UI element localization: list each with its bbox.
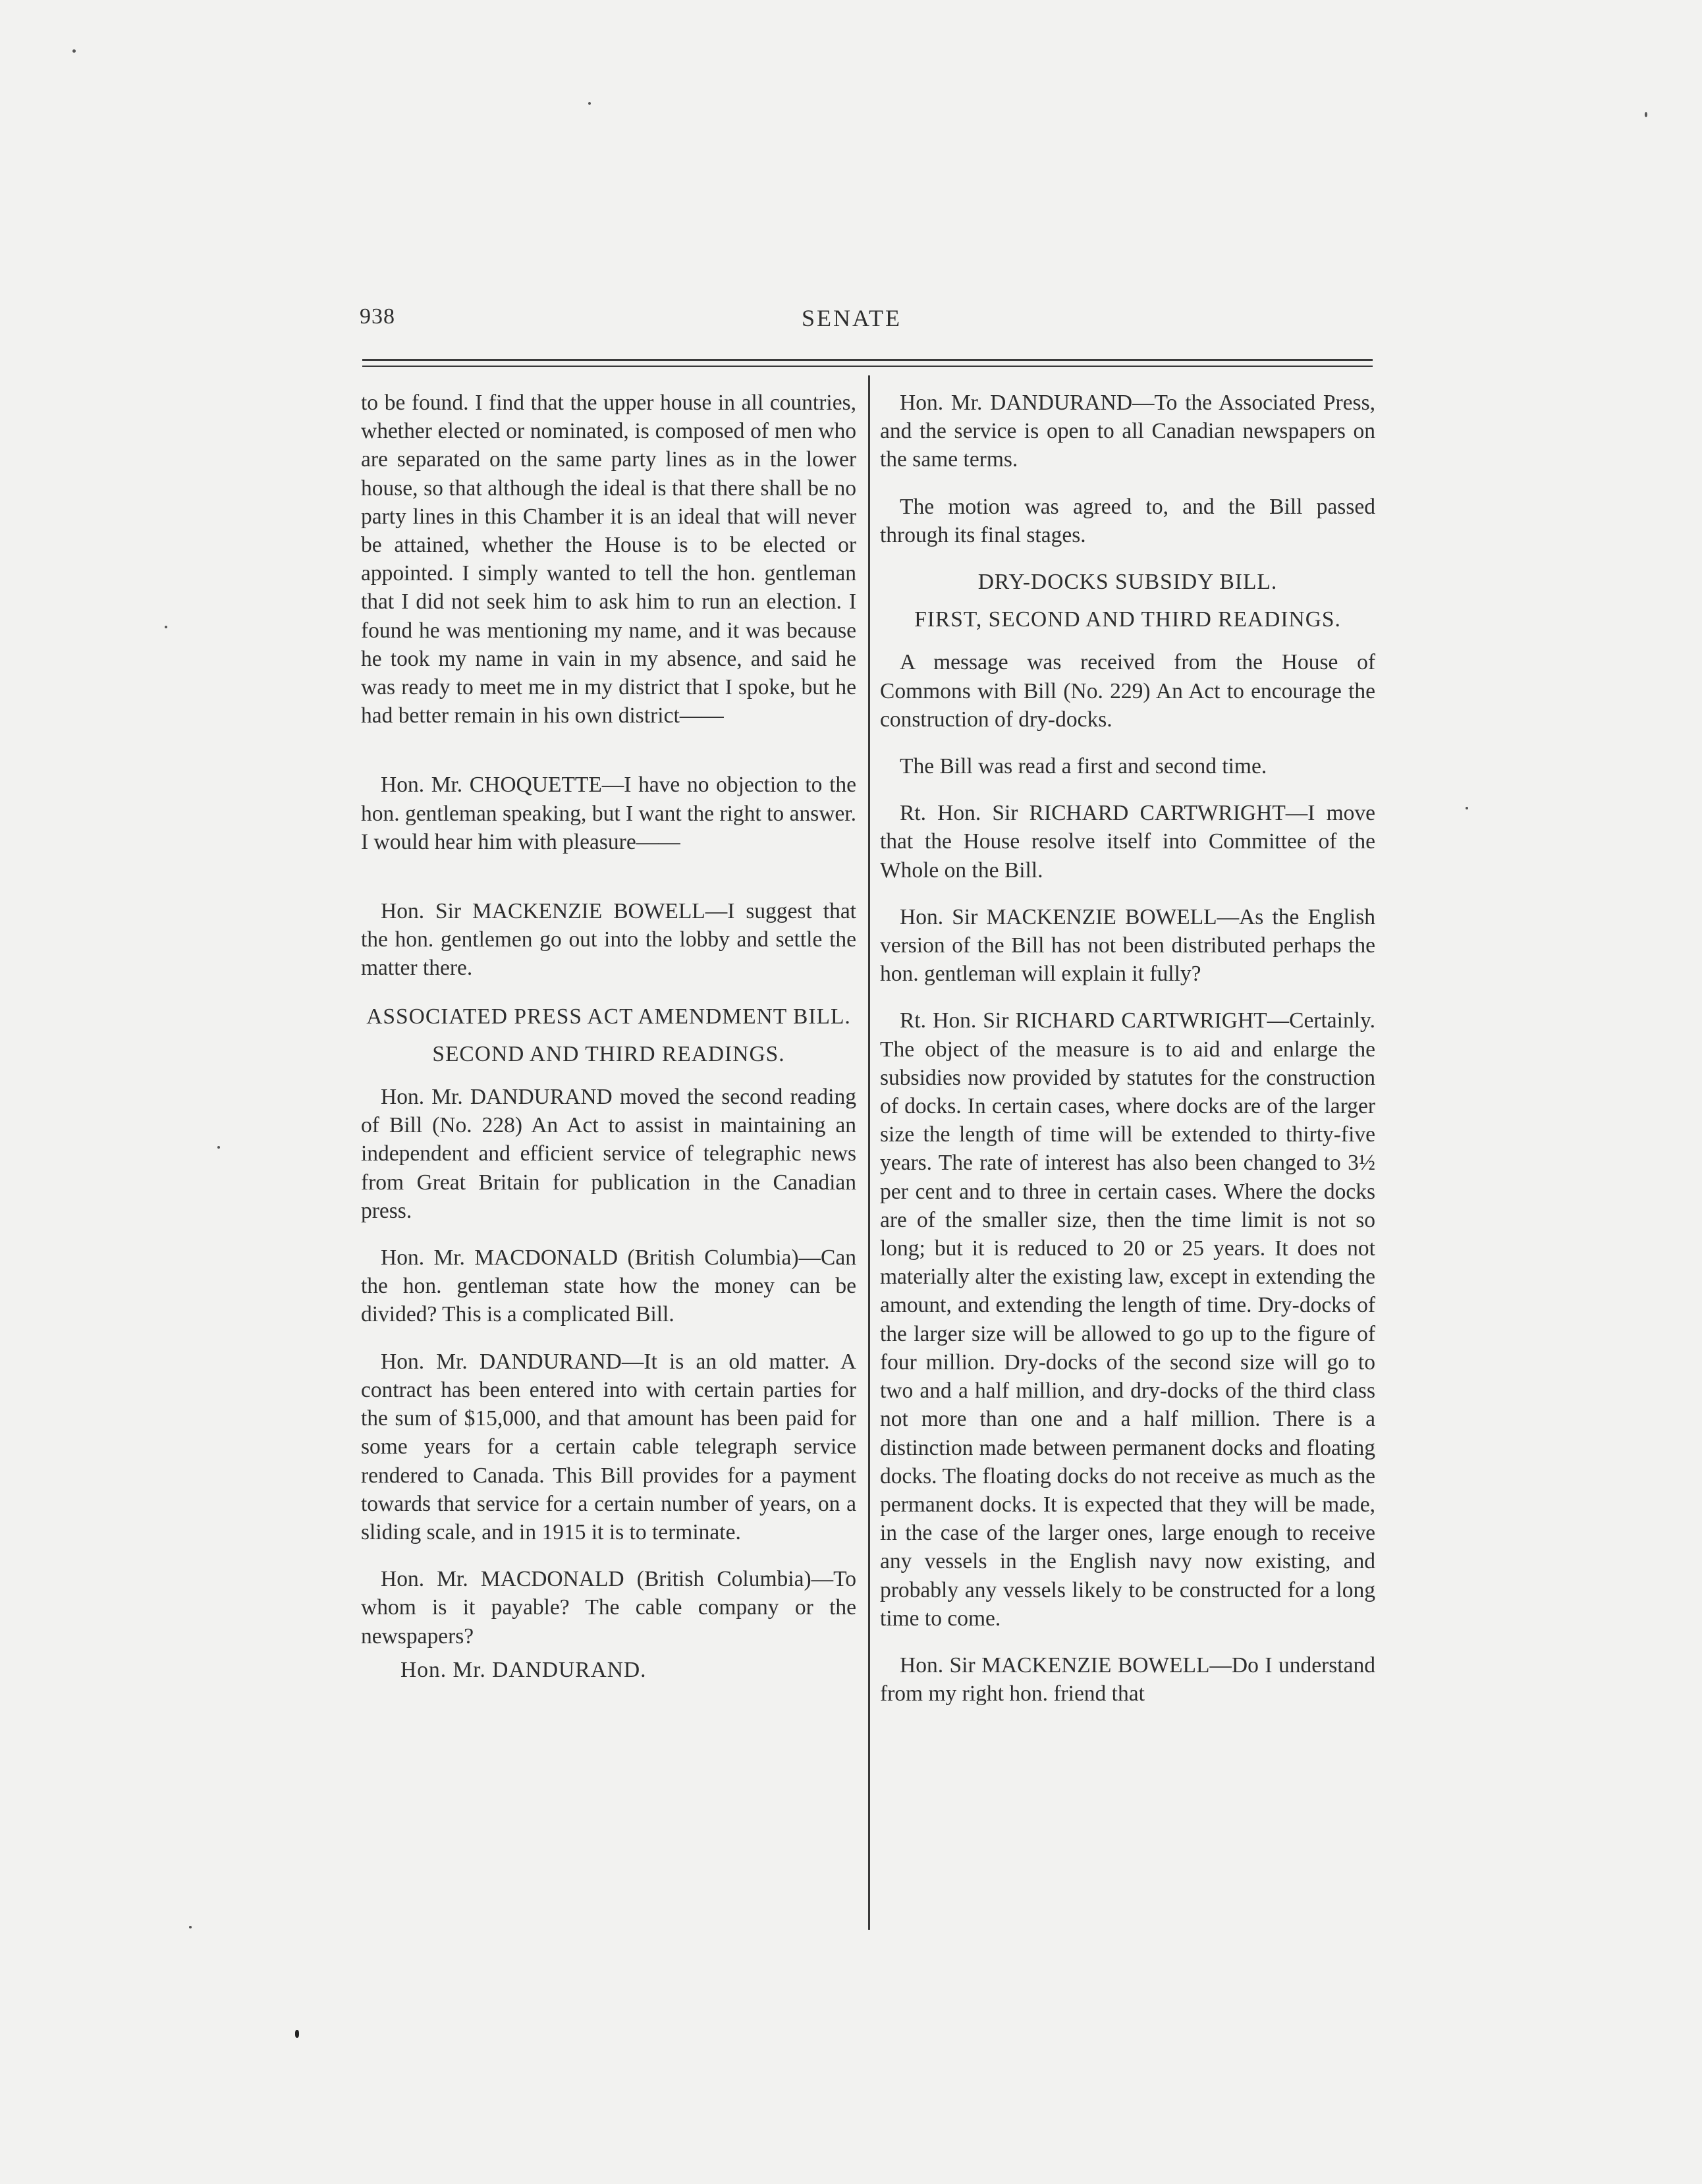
scan-speck: [588, 102, 591, 105]
scan-speck: [72, 49, 76, 53]
paragraph: Hon. Mr. MACDONALD (British Columbia)—To whom is it payable? The cable company or the newspapers?: [361, 1567, 856, 1649]
closing-speaker: Hon. Mr. DANDURAND.: [400, 1657, 647, 1682]
section-subheading: FIRST, SECOND AND THIRD READINGS.: [914, 607, 1341, 632]
paragraph: Hon. Sir MACKENZIE BOWELL—As the English version of the Bill has not been distributed perhaps the hon. gentleman will explain it fully?: [880, 904, 1375, 987]
paragraph: Hon. Mr. MACDONALD (British Columbia)—Can the hon. gentleman state how the money can be divided? This is a complicated Bill.: [361, 1245, 856, 1327]
page-number: 938: [360, 304, 395, 329]
paragraph: The Bill was read a first and second time.: [900, 754, 1267, 779]
paragraph: Hon. Sir MACKENZIE BOWELL—I suggest that the hon. gentlemen go out into the lobby and settle the matter there.: [361, 899, 856, 981]
paragraph: Hon. Mr. DANDURAND—To the Associated Press, and the service is open to all Canadian newspapers on the same terms.: [880, 391, 1375, 472]
scan-speck: [295, 2030, 299, 2038]
header-rule-bottom: [362, 366, 1373, 367]
left-column: [361, 389, 856, 1684]
section-subheading: SECOND AND THIRD READINGS.: [432, 1041, 785, 1066]
scan-speck: [1645, 112, 1647, 117]
scan-speck: [165, 626, 167, 628]
section-heading: DRY-DOCKS SUBSIDY BILL.: [977, 570, 1278, 595]
scan-speck: [217, 1146, 220, 1149]
running-head: SENATE: [802, 305, 902, 331]
paragraph: The motion was agreed to, and the Bill passed through its final stages.: [880, 494, 1375, 547]
paragraph: A message was received from the House of Commons with Bill (No. 229) An Act to encourage the construction of dry-docks.: [880, 650, 1375, 732]
paragraph: Hon. Mr. DANDURAND moved the second reading of Bill (No. 228) An Act to assist in maintaining an independent and efficient service of telegraphic news from Great Britain for publication in the Canadian press.: [361, 1085, 856, 1223]
section-heading: ASSOCIATED PRESS ACT AMENDMENT BILL.: [366, 1004, 851, 1029]
scan-speck: [1466, 807, 1468, 809]
paragraph: Hon. Mr. CHOQUETTE—I have no objection to the hon. gentleman speaking, but I want the right to answer. I would hear him with pleasure——: [361, 773, 856, 854]
paragraph: Rt. Hon. Sir RICHARD CARTWRIGHT—I move that the House resolve itself into Committee of the Whole on the Bill.: [880, 801, 1375, 883]
header-rule-top: [362, 359, 1373, 361]
paragraph: Hon. Sir MACKENZIE BOWELL—Do I understand from my right hon. friend that: [880, 1652, 1375, 1706]
paragraph: to be found. I find that the upper house in all countries, whether elected or nominated, is composed of men who are separated on the same party lines as in the lower house, so that although the ideal is that there shall be no party lines in this Chamber it is an ideal that will never be attained, whether the House is to be elected or appointed. I simply wanted to tell the hon. gentleman that I did not seek him to ask him to run an election. I found he was mentioning my name, and it was because he took my name in vain in my absence, and said he was ready to meet me in my district that I spoke, but he had better remain in his own district——: [361, 391, 856, 728]
column-divider: [868, 375, 870, 1930]
paragraph: Hon. Mr. DANDURAND—It is an old matter. A contract has been entered into with certain parties for the sum of $15,000, and that amount has been paid for some years for a certain cable telegraph service rendered to Canada. This Bill provides for a payment towards that service for a certain number of years, on a sliding scale, and in 1915 it is to terminate.: [361, 1349, 856, 1544]
paragraph: Rt. Hon. Sir RICHARD CARTWRIGHT—Certainly. The object of the measure is to aid and enlarge the subsidies now provided by statutes for the construction of docks. In certain cases, where docks are of the larger size the length of time will be extended to thirty-five years. The rate of interest has also been changed to 3½ per cent and to three in certain cases. Where the docks are of the smaller size, then the time limit is not so long; but it is reduced to 20 or 25 years. It does not materially alter the existing law, except in extending the amount, and extending the length of time. Dry-docks of the larger size will be allowed to go up to the figure of four million. Dry-docks of the second size will go to two and a half million, and dry-docks of the third class not more than one and a half million. There is a distinction made between permanent docks and floating docks. The floating docks do not receive as much as the permanent docks. It is expected that they will be made, in the case of the larger ones, large enough to receive any vessels in the English navy now existing, and probably any vessels likely to be constructed for a long time to come.: [880, 1008, 1375, 1631]
scan-speck: [189, 1926, 192, 1928]
right-column: [880, 389, 1375, 1726]
